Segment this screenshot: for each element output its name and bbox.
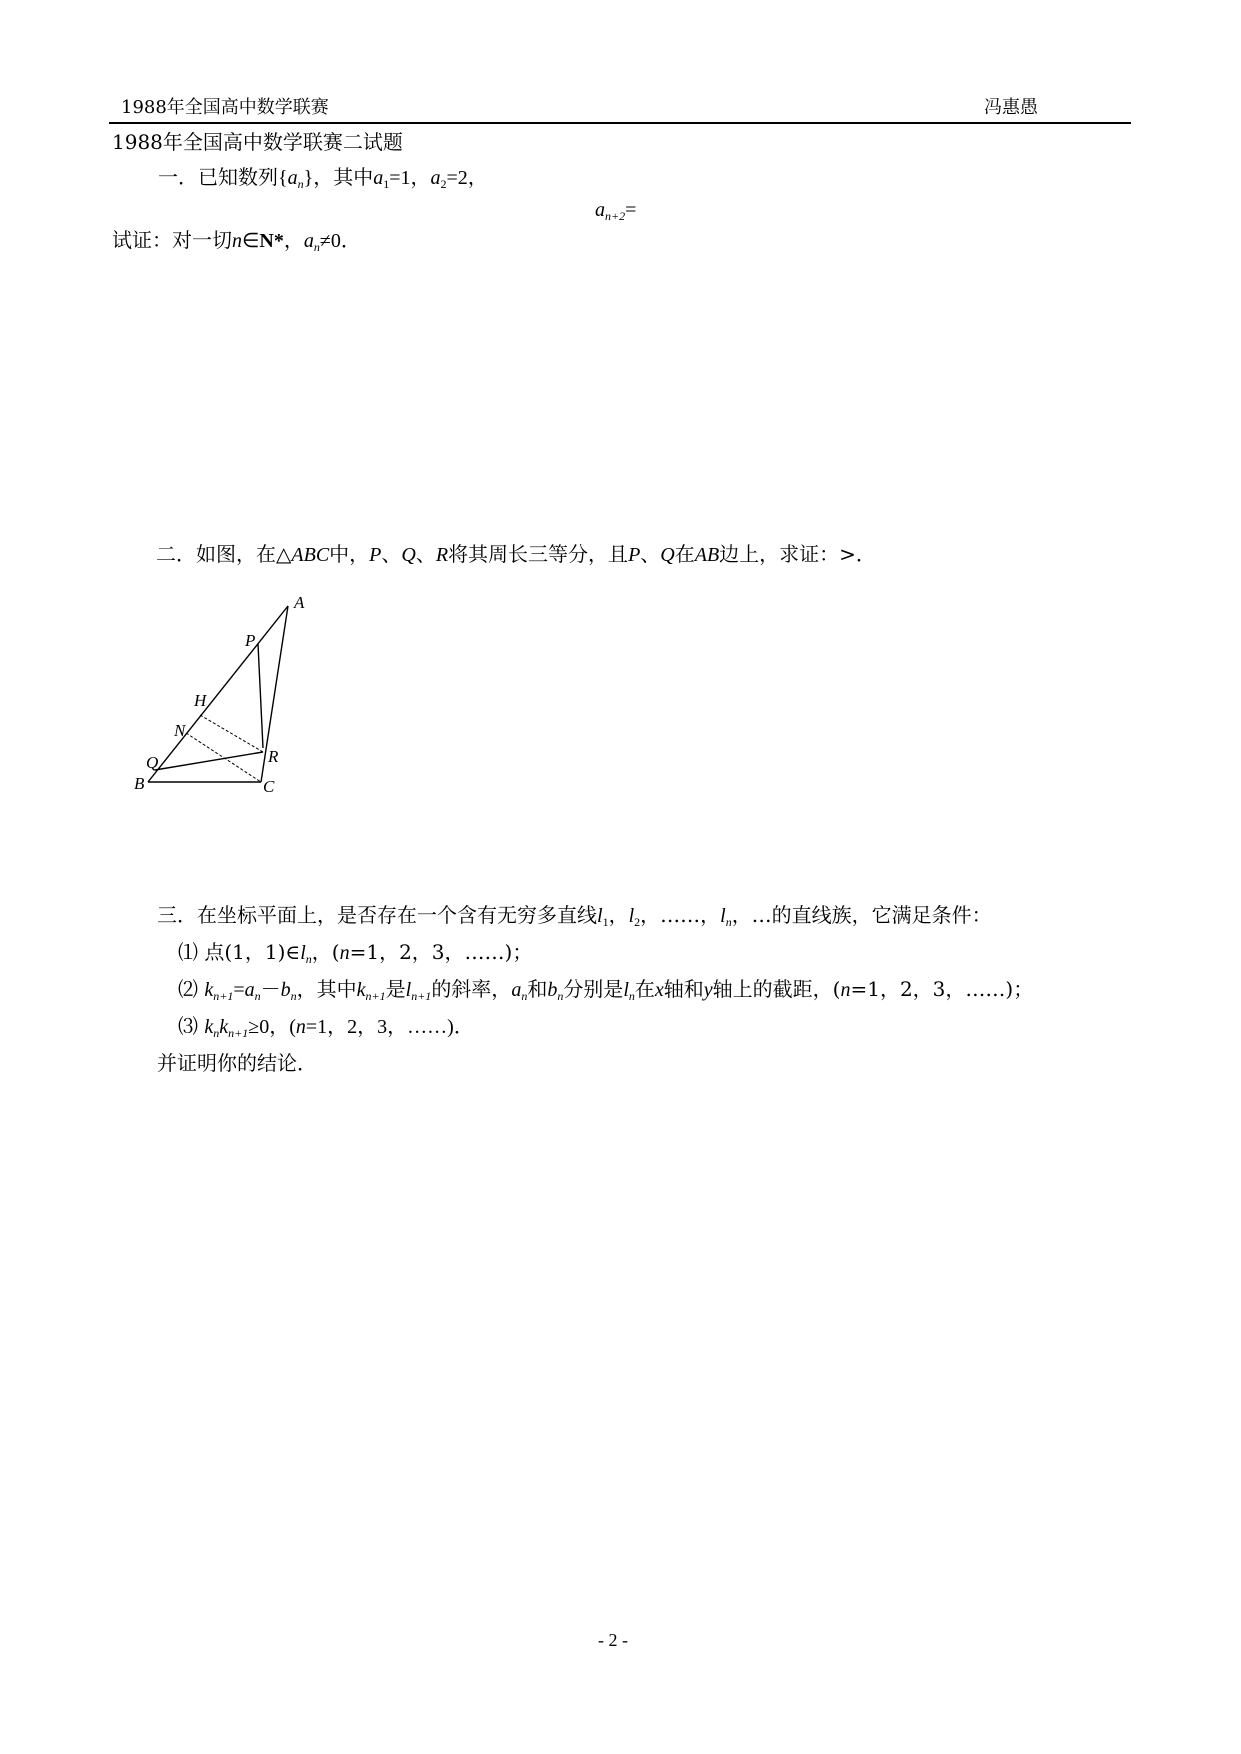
triangle-figure (120, 590, 320, 800)
segment-QR (155, 752, 263, 770)
page-number: - 2 - (598, 1630, 628, 1650)
problem1-number: 一． (158, 165, 198, 189)
label-A: A (294, 593, 305, 612)
problem1-recurrence: $a_{n+2}=$ (595, 199, 637, 223)
dashed-NC (186, 733, 261, 782)
header-right: 冯惠愚 (984, 97, 1038, 118)
problem1-statement: 一．已知数列$\{a_n\}$，其中$a_1=1$，$a_2=2$， (158, 165, 488, 191)
label-C: C (263, 777, 275, 796)
problem3-conclusion: 并证明你的结论． (157, 1051, 317, 1075)
label-P: P (245, 631, 256, 650)
label-R: R (268, 747, 279, 766)
header-left: 1988年全国高中数学联赛 (121, 97, 329, 118)
side-AB (148, 606, 288, 782)
problem3-condition-3: ⑶ $k_nk_{n+1}\ge 0$，(n=1，2，3，……)． (178, 1014, 474, 1040)
dashed-HR (200, 715, 263, 752)
label-H: H (194, 691, 207, 710)
problem3-condition-1: ⑴ 点(1，$1)\in l_n$，(n=1，2，3，……)； (178, 940, 533, 966)
problem3-condition-2: ⑵ $k_{n+1}=a_n-b_n$，其中$k_{n+1}$是$l_{n+1}$的斜率，$a_n$和$b_n$分别是$l_n$在x轴和y轴上的截距，(n=1，2，3，……)； (178, 977, 1034, 1003)
label-N: N (174, 721, 186, 740)
segment-PR (258, 644, 263, 748)
problem2-statement: 二．如图，在△ABC中，P、Q、R将其周长三等分，且P、Q在AB边上，求证：>． (156, 542, 876, 566)
label-B: B (134, 774, 145, 793)
problem3-number: 三． (157, 903, 197, 927)
label-Q: Q (146, 753, 159, 772)
problem1-prove: 试证：对一切n∈N*，$a_n\ne 0$． (112, 228, 361, 254)
problem3-intro: 三．在坐标平面上，是否存在一个含有无穷多直线$l_1$，$l_2$，……，$l_n$，…的直线族，它满足条件： (157, 903, 992, 929)
doc-title: 1988年全国高中数学联赛二试题 (112, 130, 403, 154)
header-rule (109, 122, 1131, 124)
problem2-number: 二． (156, 542, 196, 566)
